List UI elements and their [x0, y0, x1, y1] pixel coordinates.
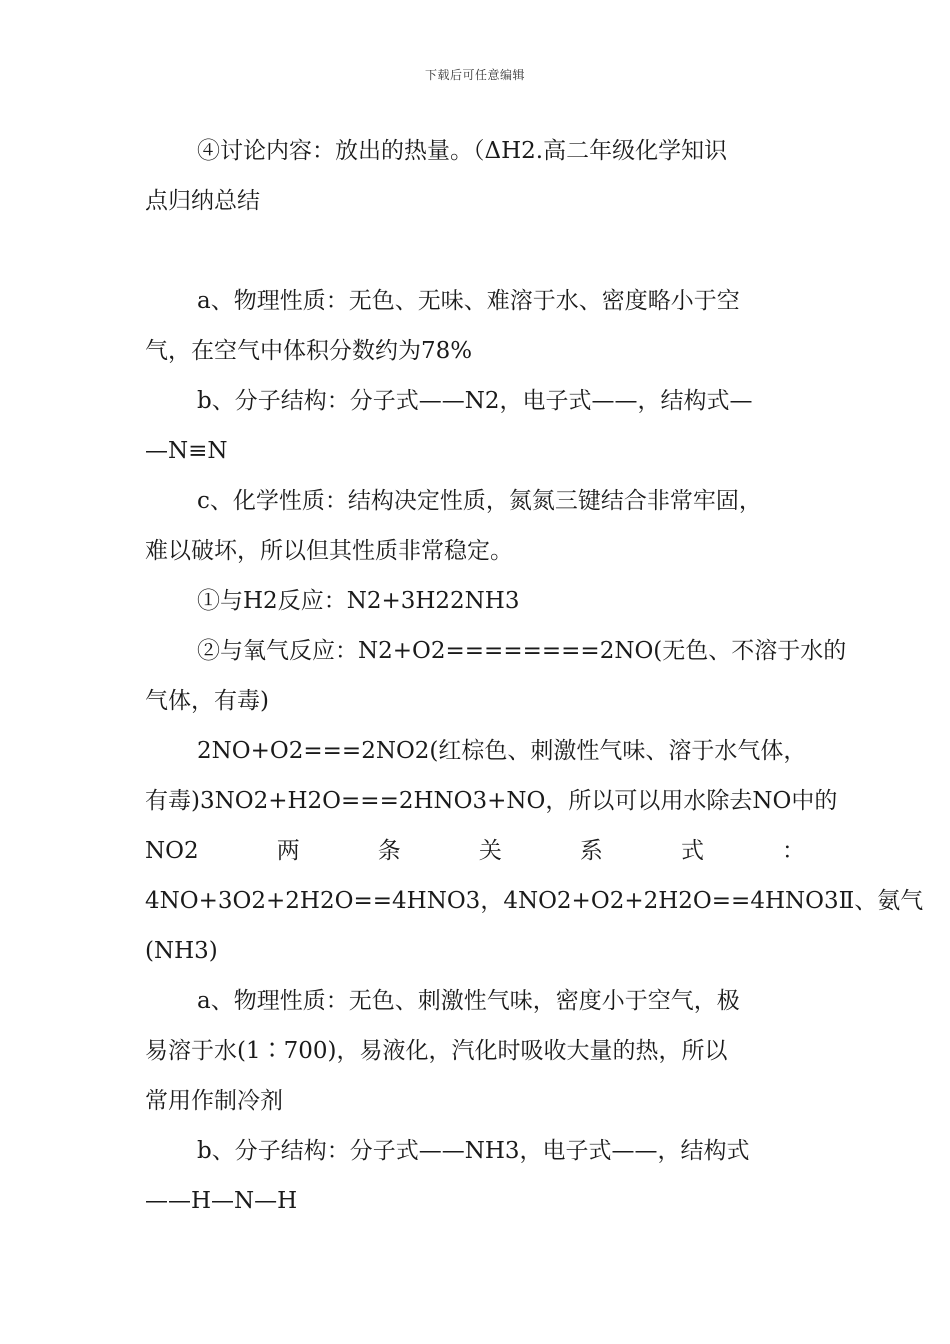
paragraph-line: —N≡N [145, 438, 228, 464]
paragraph-line: ②与氧气反应：N2+O2========2NO(无色、不溶于水的 [197, 638, 847, 664]
paragraph-line: 有毒)3NO2+H2O===2HNO3+NO，所以可以用水除去NO中的 [145, 788, 838, 814]
paragraph-line: 点归纳总结 [145, 188, 260, 214]
paragraph-line: 气体，有毒) [145, 688, 269, 714]
paragraph-line: a、物理性质：无色、无味、难溶于水、密度略小于空 [197, 288, 740, 314]
word: 4NO2+O2+2H2O==4HNO3Ⅱ [503, 888, 855, 914]
page-header: 下载后可任意编辑 [424, 68, 525, 82]
paragraph-line: b、分子结构：分子式——NH3，电子式——，结构式 [197, 1138, 750, 1164]
paragraph-line: (NH3) [145, 938, 218, 964]
justified-line [145, 886, 924, 916]
word: 关 [478, 838, 502, 864]
paragraph-line: 易溶于水(1∶700)，易液化，汽化时吸收大量的热，所以 [145, 1038, 728, 1064]
paragraph-line: 常用作制冷剂 [145, 1088, 283, 1114]
paragraph-line: 2NO+O2===2NO2(红棕色、刺激性气味、溶于水气体， [197, 738, 807, 764]
word: NO2 [145, 838, 199, 864]
justified-line [145, 836, 805, 866]
word: 两 [276, 838, 300, 864]
paragraph-line: ④讨论内容：放出的热量。（ΔH2.高二年级化学知识 [197, 138, 728, 164]
word: ， [480, 888, 504, 914]
paragraph-line: b、分子结构：分子式——N2，电子式——，结构式— [197, 388, 753, 414]
paragraph-line: 气，在空气中体积分数约为78% [145, 338, 473, 364]
word: 系 [579, 838, 603, 864]
word: 气 [900, 888, 924, 914]
word: 4NO+3O2+2H2O==4HNO3 [145, 888, 481, 914]
word: ： [782, 838, 805, 864]
paragraph-line: ①与H2反应：N2+3H22NH3 [197, 588, 520, 614]
paragraph-line: ——H—N—H [145, 1188, 298, 1214]
word: 条 [377, 838, 401, 864]
word: 、 [854, 888, 878, 914]
paragraph-line: 难以破坏，所以但其性质非常稳定。 [145, 538, 513, 564]
word: 式 [680, 838, 704, 864]
paragraph-line: a、物理性质：无色、刺激性气味，密度小于空气，极 [197, 988, 740, 1014]
paragraph-line: c、化学性质：结构决定性质，氮氮三键结合非常牢固， [197, 488, 762, 514]
word: 氨 [877, 888, 901, 914]
